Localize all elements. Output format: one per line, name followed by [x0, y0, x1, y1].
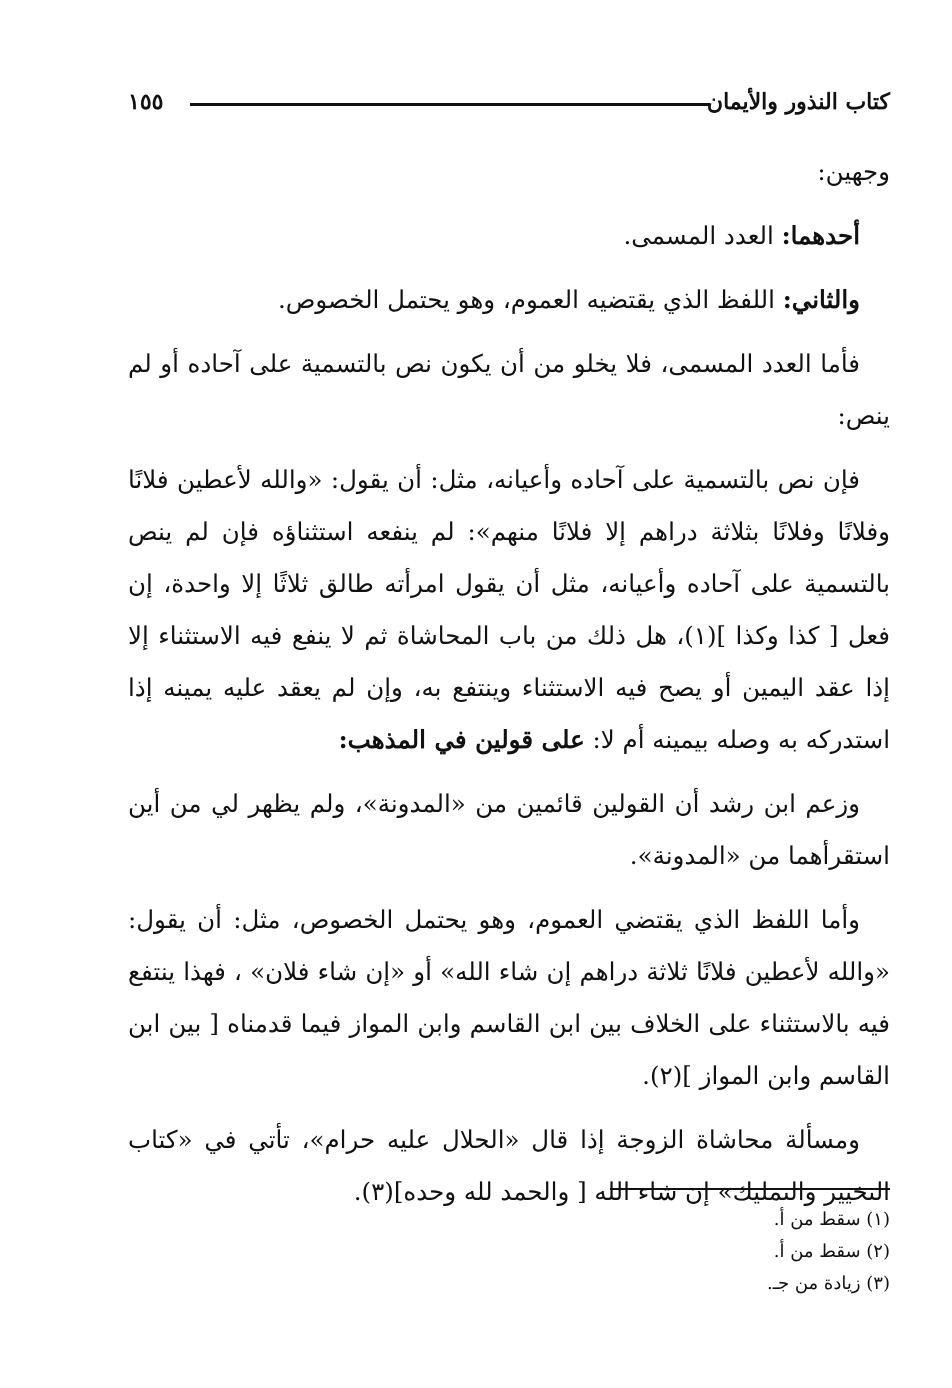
- paragraph-text: وجهين:: [817, 157, 890, 186]
- paragraph-text: وزعم ابن رشد أن القولين قائمين من «المدونة»، ولم يظهر لي من أين استقرأهما من «المدونة».: [128, 789, 890, 870]
- paragraph-3: [128, 274, 890, 326]
- paragraph-text: فإن نص بالتسمية على آحاده وأعيانه، مثل: أن يقول: «والله لأعطين فلانًا وفلانًا وفلانًا بثلاثة دراهم إلا فلانًا منهم»: لم ينفعه استثناؤه فإن لم ينص بالتسمية على آحاده وأعيانه، مثل أن يقول امرأته طالق ثلاثًا إلا واحدة، إن فعل [ كذا وكذا ](١)، هل ذلك من باب المحاشاة ثم لا ينفع فيه الاستثناء إلا إذا عقد اليمين أو يصح فيه الاستثناء وينتفع به، وإن لم يعقد عليه يمينه إذا استدركه به وصله بيمينه أم لا:: [128, 465, 891, 754]
- paragraph-lead: والثاني:: [782, 285, 860, 314]
- paragraph-4: [128, 338, 890, 442]
- paragraph-7: [128, 894, 890, 1102]
- paragraph-text: اللفظ الذي يقتضيه العموم، وهو يحتمل الخصوص.: [277, 285, 783, 314]
- running-header: [128, 84, 890, 124]
- footnotes: [490, 1204, 890, 1300]
- paragraph-tail-bold: على قولين في المذهب:: [338, 725, 585, 754]
- paragraph-text: ومسألة محاشاة الزوجة إذا قال «الحلال عليه حرام»، تأتي في «كتاب التخيير والتمليك» إن شاء الله [ والحمد لله وحده](٣).: [128, 1125, 890, 1206]
- footnote-3: (٣) زيادة من جـ.: [767, 1273, 890, 1294]
- main-text: [128, 146, 890, 1230]
- paragraph-text: وأما اللفظ الذي يقتضي العموم، وهو يحتمل الخصوص، مثل: أن يقول: «والله لأعطين فلانًا ثلاثة دراهم إن شاء الله» أو «إن شاء فلان» ، فهذا ينتفع فيه بالاستثناء على الخلاف بين ابن القاسم وابن المواز فيما قدمناه [ بين ابن القاسم وابن المواز ](٢).: [128, 905, 890, 1090]
- paragraph-lead: أحدهما:: [781, 221, 860, 250]
- paragraph-2: [128, 210, 890, 262]
- footnote-separator: [610, 1188, 890, 1190]
- header-rule: [190, 103, 710, 106]
- chapter-title: كتاب النذور والأيمان: [706, 89, 890, 115]
- footnote-1: (١) سقط من أ.: [773, 1209, 890, 1230]
- paragraph-5: [128, 454, 890, 766]
- page-number: ١٥٥: [128, 89, 164, 115]
- paragraph-1: [128, 146, 890, 198]
- paragraph-text: العدد المسمى.: [623, 221, 782, 250]
- paragraph-text: فأما العدد المسمى، فلا يخلو من أن يكون نص بالتسمية على آحاده أو لم ينص:: [128, 349, 890, 430]
- paragraph-8: [128, 1114, 890, 1218]
- footnote-2: (٢) سقط من أ.: [773, 1241, 890, 1262]
- paragraph-6: [128, 778, 890, 882]
